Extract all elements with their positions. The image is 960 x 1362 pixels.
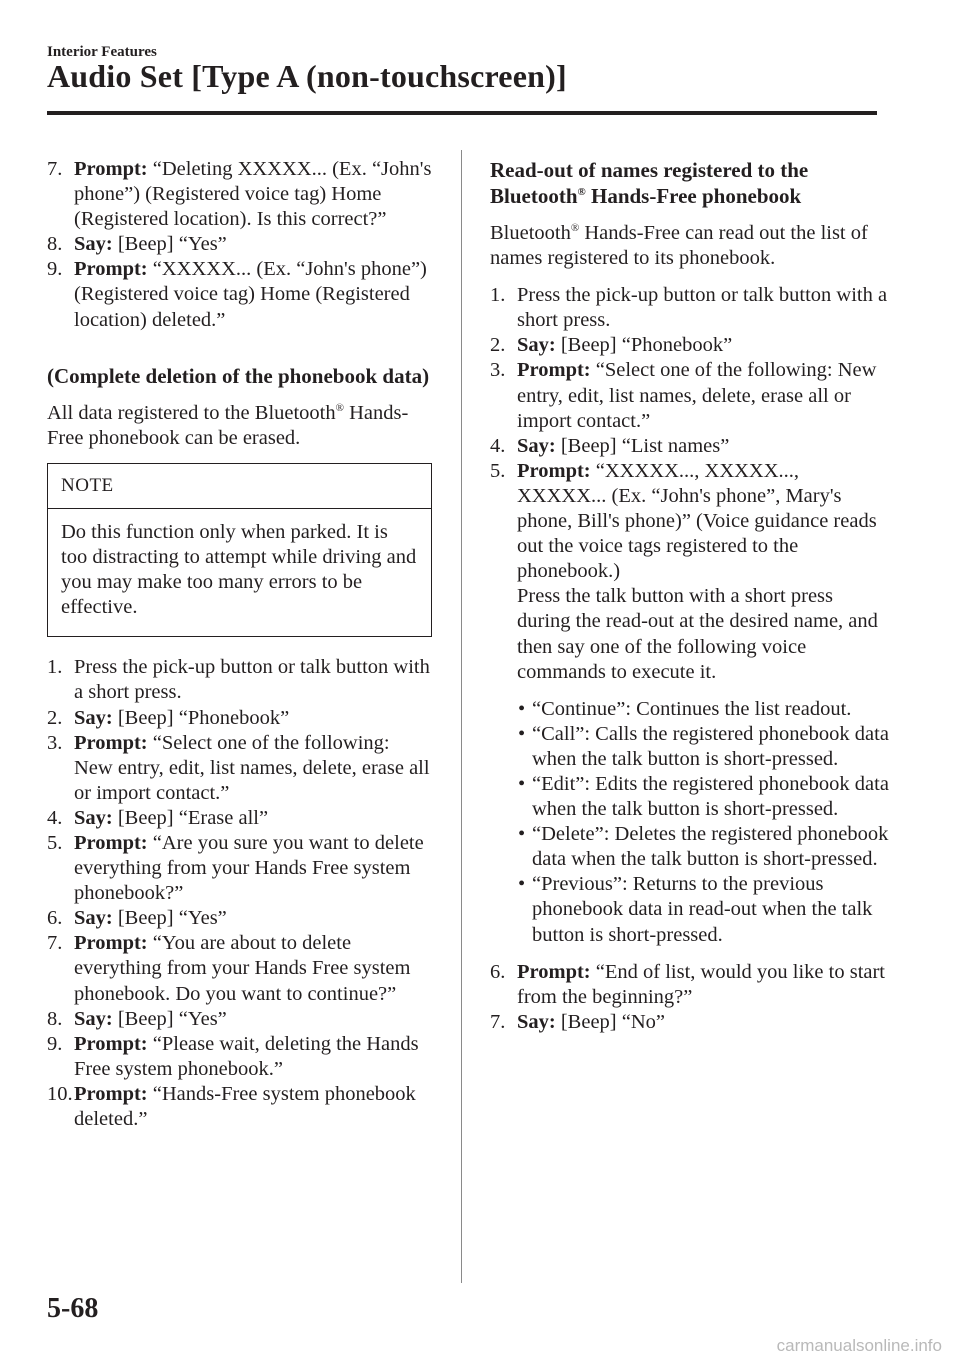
step-item: 6. Prompt: “End of list, would you like to start from the beginning?” [490, 960, 886, 1008]
continued-steps [47, 157, 432, 333]
subsection-heading: Read-out of names registered to the Bluetooth® Hands-Free phonebook [490, 158, 809, 208]
voice-command-list [518, 697, 890, 948]
title-rule [47, 111, 877, 115]
column-divider [461, 150, 462, 1283]
list-item: • “Previous”: Returns to the previous phonebook data in read-out when the talk button is short-pressed. [518, 873, 873, 946]
watermark: carmanualsonline.info [776, 1336, 942, 1355]
step-item: 7. Say: [Beep] “No” [490, 1010, 666, 1033]
left-column [47, 157, 432, 1132]
step-list [490, 960, 890, 1035]
list-item: • “Delete”: Deletes the registered phonebook data when the talk button is short-pressed. [518, 823, 889, 871]
step-item: 5. Prompt: “Are you sure you want to delete everything from your Hands Free system phonebook?” [47, 831, 424, 905]
step-item: 2. Say: [Beep] “Phonebook” [47, 706, 290, 729]
step-item: 8. Say: [Beep] “Yes” [47, 1007, 227, 1030]
section-label: Interior Features [47, 44, 157, 60]
step-item: 9. Prompt: “XXXXX... (Ex. “John's phone”) (Registered voice tag) Home (Registered location) deleted.” [47, 258, 427, 331]
step-item: 9. Prompt: “Please wait, deleting the Hands Free system phonebook.” [47, 1032, 419, 1080]
note-label: NOTE [48, 464, 431, 509]
step-item: 1. Press the pick-up button or talk button with a short press. [490, 284, 888, 332]
step-item: 5. Prompt: “XXXXX..., XXXXX..., XXXXX... (Ex. “John's phone”, Mary's phone, Bill's phone)” (Voice guidance reads out the voice tags registered to the phonebook.) Press the talk button with a short press during the read-out at the desired name, and then say one of the following voice commands to execute it. [490, 459, 878, 683]
subsection-heading: (Complete deletion of the phonebook data) [47, 363, 430, 388]
step-item: 1. Press the pick-up button or talk button with a short press. [47, 656, 430, 704]
step-list [47, 655, 432, 1132]
right-column [490, 157, 890, 1035]
step-item: 7. Prompt: “Deleting XXXXX... (Ex. “John's phone”) (Registered voice tag) Home (Registered location). Is this correct?” [47, 158, 432, 231]
intro-paragraph: All data registered to the Bluetooth® Hands-Free phonebook can be erased. [47, 401, 409, 449]
note-box [47, 463, 432, 637]
step-list [490, 283, 890, 685]
intro-paragraph: Bluetooth® Hands-Free can read out the list of names registered to its phonebook. [490, 222, 868, 270]
step-item: 3. Prompt: “Select one of the following: New entry, edit, list names, delete, erase all or import contact.” [47, 731, 430, 804]
step-item: 4. Say: [Beep] “Erase all” [47, 806, 269, 829]
step-item: 3. Prompt: “Select one of the following: New entry, edit, list names, delete, erase all or import contact.” [490, 359, 877, 432]
list-item: • “Edit”: Edits the registered phonebook data when the talk button is short-pressed. [518, 772, 889, 821]
step-item: 7. Prompt: “You are about to delete everything from your Hands Free system phonebook. Do you want to continue?” [47, 932, 411, 1005]
step-item: 10. Prompt: “Hands-Free system phonebook deleted.” [47, 1082, 416, 1130]
step-item: 8. Say: [Beep] “Yes” [47, 233, 227, 256]
list-item: • “Call”: Calls the registered phonebook data when the talk button is short-pressed. [518, 722, 889, 770]
step-item: 4. Say: [Beep] “List names” [490, 434, 730, 457]
step-item: 6. Say: [Beep] “Yes” [47, 907, 227, 930]
note-text: Do this function only when parked. It is too distracting to attempt while driving and you may make too many errors to be effective. [61, 520, 417, 619]
list-item: • “Continue”: Continues the list readout. [518, 697, 852, 720]
page-number: 5-68 [47, 1293, 99, 1324]
step-item: 2. Say: [Beep] “Phonebook” [490, 334, 733, 357]
page-title: Audio Set [Type A (non-touchscreen)] [47, 58, 567, 94]
